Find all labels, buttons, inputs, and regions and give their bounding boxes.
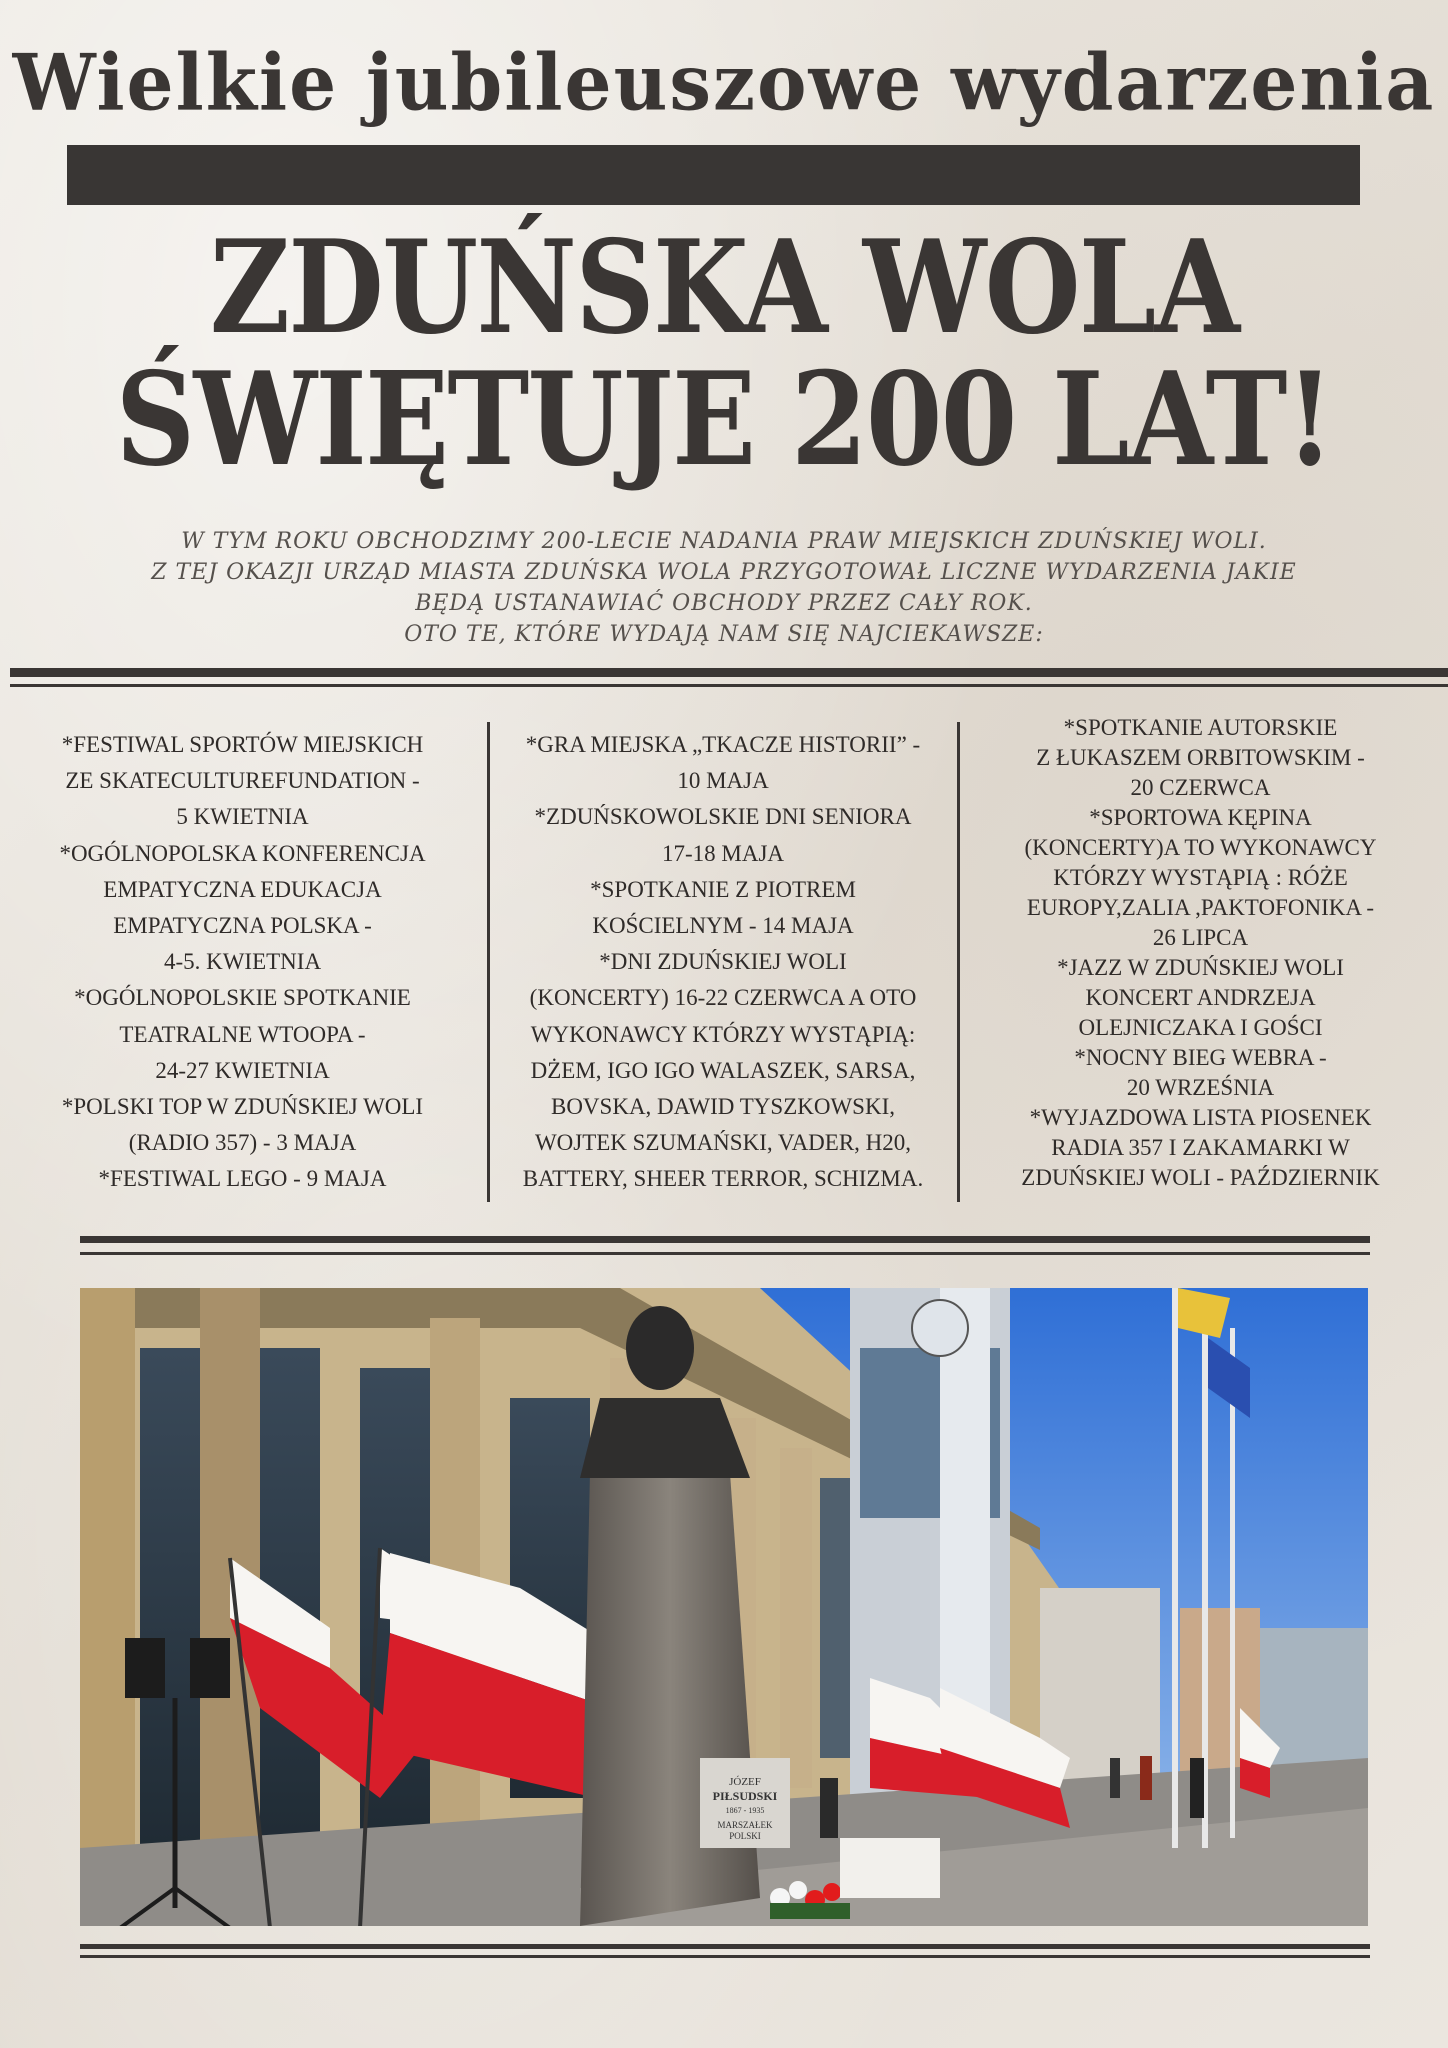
- event-line: (RADIO 357) - 3 MAJA: [128, 1130, 357, 1156]
- event-line: ZE SKATECULTUREFUNDATION -: [65, 768, 420, 794]
- event-line: 26 LIPCA: [1152, 925, 1249, 950]
- event-line: *OGÓLNOPOLSKA KONFERENCJA: [59, 840, 426, 866]
- intro-paragraph: [90, 526, 1358, 650]
- event-line: OLEJNICZAKA I GOŚCI: [1078, 1015, 1323, 1040]
- event-line: KOŚCIELNYM - 14 MAJA: [592, 913, 854, 939]
- event-line: 5 KWIETNIA: [176, 804, 309, 830]
- plaque-text: PIŁSUDSKI: [712, 1789, 778, 1803]
- event-line: EMPATYCZNA EDUKACJA: [103, 876, 382, 902]
- plaque-text: JÓZEF: [729, 1776, 761, 1788]
- event-line: *WYJAZDOWA LISTA PIOSENEK: [1029, 1105, 1372, 1130]
- event-line: Z ŁUKASZEM ORBITOWSKIM -: [1036, 745, 1365, 770]
- event-line: EUROPY,ZALIA ,PAKTOFONIKA -: [1026, 895, 1375, 920]
- event-line: RADIA 357 I ZAKAMARKI W: [1051, 1135, 1350, 1160]
- event-line: *SPOTKANIE Z PIOTREM: [590, 876, 856, 902]
- intro-line: OTO TE, KTÓRE WYDAJĄ NAM SIĘ NAJCIEKAWSZE:: [404, 622, 1044, 647]
- event-line: EMPATYCZNA POLSKA -: [113, 913, 372, 939]
- plaque-text: MARSZAŁEK: [717, 1820, 773, 1830]
- headline: [0, 213, 1448, 495]
- intro-line: Z TEJ OKAZJI URZĄD MIASTA ZDUŃSKA WOLA PRZYGOTOWAŁ LICZNE WYDARZENIA JAKIE: [151, 560, 1297, 585]
- event-line: *NOCNY BIEG WEBRA -: [1074, 1045, 1327, 1070]
- column-divider: [487, 722, 490, 1202]
- event-line: 10 MAJA: [677, 768, 769, 794]
- event-line: (KONCERTY) 16-22 CZERWCA A OTO: [529, 985, 917, 1011]
- event-line: WOJTEK SZUMAŃSKI, VADER, H20,: [534, 1130, 912, 1156]
- section-rule: [80, 1944, 1370, 1949]
- event-line: (KONCERTY)A TO WYKONAWCY: [1024, 835, 1377, 860]
- plaque-text: POLSKI: [729, 1831, 761, 1841]
- event-line: BOVSKA, DAWID TYSZKOWSKI,: [550, 1094, 895, 1120]
- event-line: *SPORTOWA KĘPINA: [1089, 805, 1312, 830]
- event-photo: [80, 1288, 1368, 1926]
- event-line: *GRA MIEJSKA „TKACZE HISTORII” -: [525, 732, 921, 757]
- event-line: 17-18 MAJA: [661, 840, 785, 866]
- events-column-right: [963, 713, 1438, 1193]
- event-line: *POLSKI TOP W ZDUŃSKIEJ WOLI: [61, 1094, 424, 1120]
- section-rule: [80, 1955, 1370, 1958]
- events-column-left: [10, 727, 475, 1198]
- event-line: *ZDUŃSKOWOLSKIE DNI SENIORA: [534, 804, 912, 830]
- events-column-middle: [492, 727, 954, 1198]
- event-line: *SPOTKANIE AUTORSKIE: [1063, 715, 1338, 740]
- event-line: 4-5. KWIETNIA: [163, 949, 322, 975]
- event-line: WYKONAWCY KTÓRZY WYSTĄPIĄ:: [530, 1021, 916, 1047]
- intro-line: BĘDĄ USTANAWIAĆ OBCHODY PRZEZ CAŁY ROK.: [415, 591, 1033, 616]
- column-divider: [957, 722, 960, 1202]
- section-rule: [80, 1236, 1370, 1243]
- event-line: *FESTIWAL SPORTÓW MIEJSKICH: [61, 732, 424, 757]
- event-line: 24-27 KWIETNIA: [155, 1057, 330, 1083]
- section-rule: [10, 684, 1448, 687]
- masthead-bar: [67, 145, 1360, 205]
- plaque-text: 1867 - 1935: [725, 1806, 765, 1815]
- event-line: TEATRALNE WTOOPA -: [119, 1021, 366, 1047]
- intro-line: W TYM ROKU OBCHODZIMY 200-LECIE NADANIA PRAW MIEJSKICH ZDUŃSKIEJ WOLI.: [181, 529, 1267, 554]
- masthead-title: Wielkie jubileuszowe wydarzenia: [12, 37, 1436, 129]
- headline-line-2: ŚWIĘTUJE 200 LAT!: [115, 345, 1333, 495]
- headline-line-1: ZDUŃSKA WOLA: [209, 213, 1239, 363]
- event-line: *OGÓLNOPOLSKIE SPOTKANIE: [74, 985, 411, 1011]
- event-line: ZDUŃSKIEJ WOLI - PAŹDZIERNIK: [1021, 1165, 1380, 1190]
- event-line: BATTERY, SHEER TERROR, SCHIZMA.: [522, 1166, 924, 1192]
- section-rule: [80, 1252, 1370, 1255]
- event-line: 20 WRZEŚNIA: [1126, 1075, 1275, 1100]
- section-rule: [10, 668, 1448, 677]
- event-line: *DNI ZDUŃSKIEJ WOLI: [599, 949, 847, 975]
- event-line: *JAZZ W ZDUŃSKIEJ WOLI: [1057, 955, 1344, 980]
- event-line: *FESTIWAL LEGO - 9 MAJA: [98, 1166, 387, 1192]
- event-line: KONCERT ANDRZEJA: [1085, 985, 1316, 1010]
- event-line: KTÓRZY WYSTĄPIĄ : RÓŻE: [1053, 865, 1348, 890]
- event-line: 20 CZERWCA: [1130, 775, 1271, 800]
- event-line: DŻEM, IGO IGO WALASZEK, SARSA,: [530, 1057, 916, 1083]
